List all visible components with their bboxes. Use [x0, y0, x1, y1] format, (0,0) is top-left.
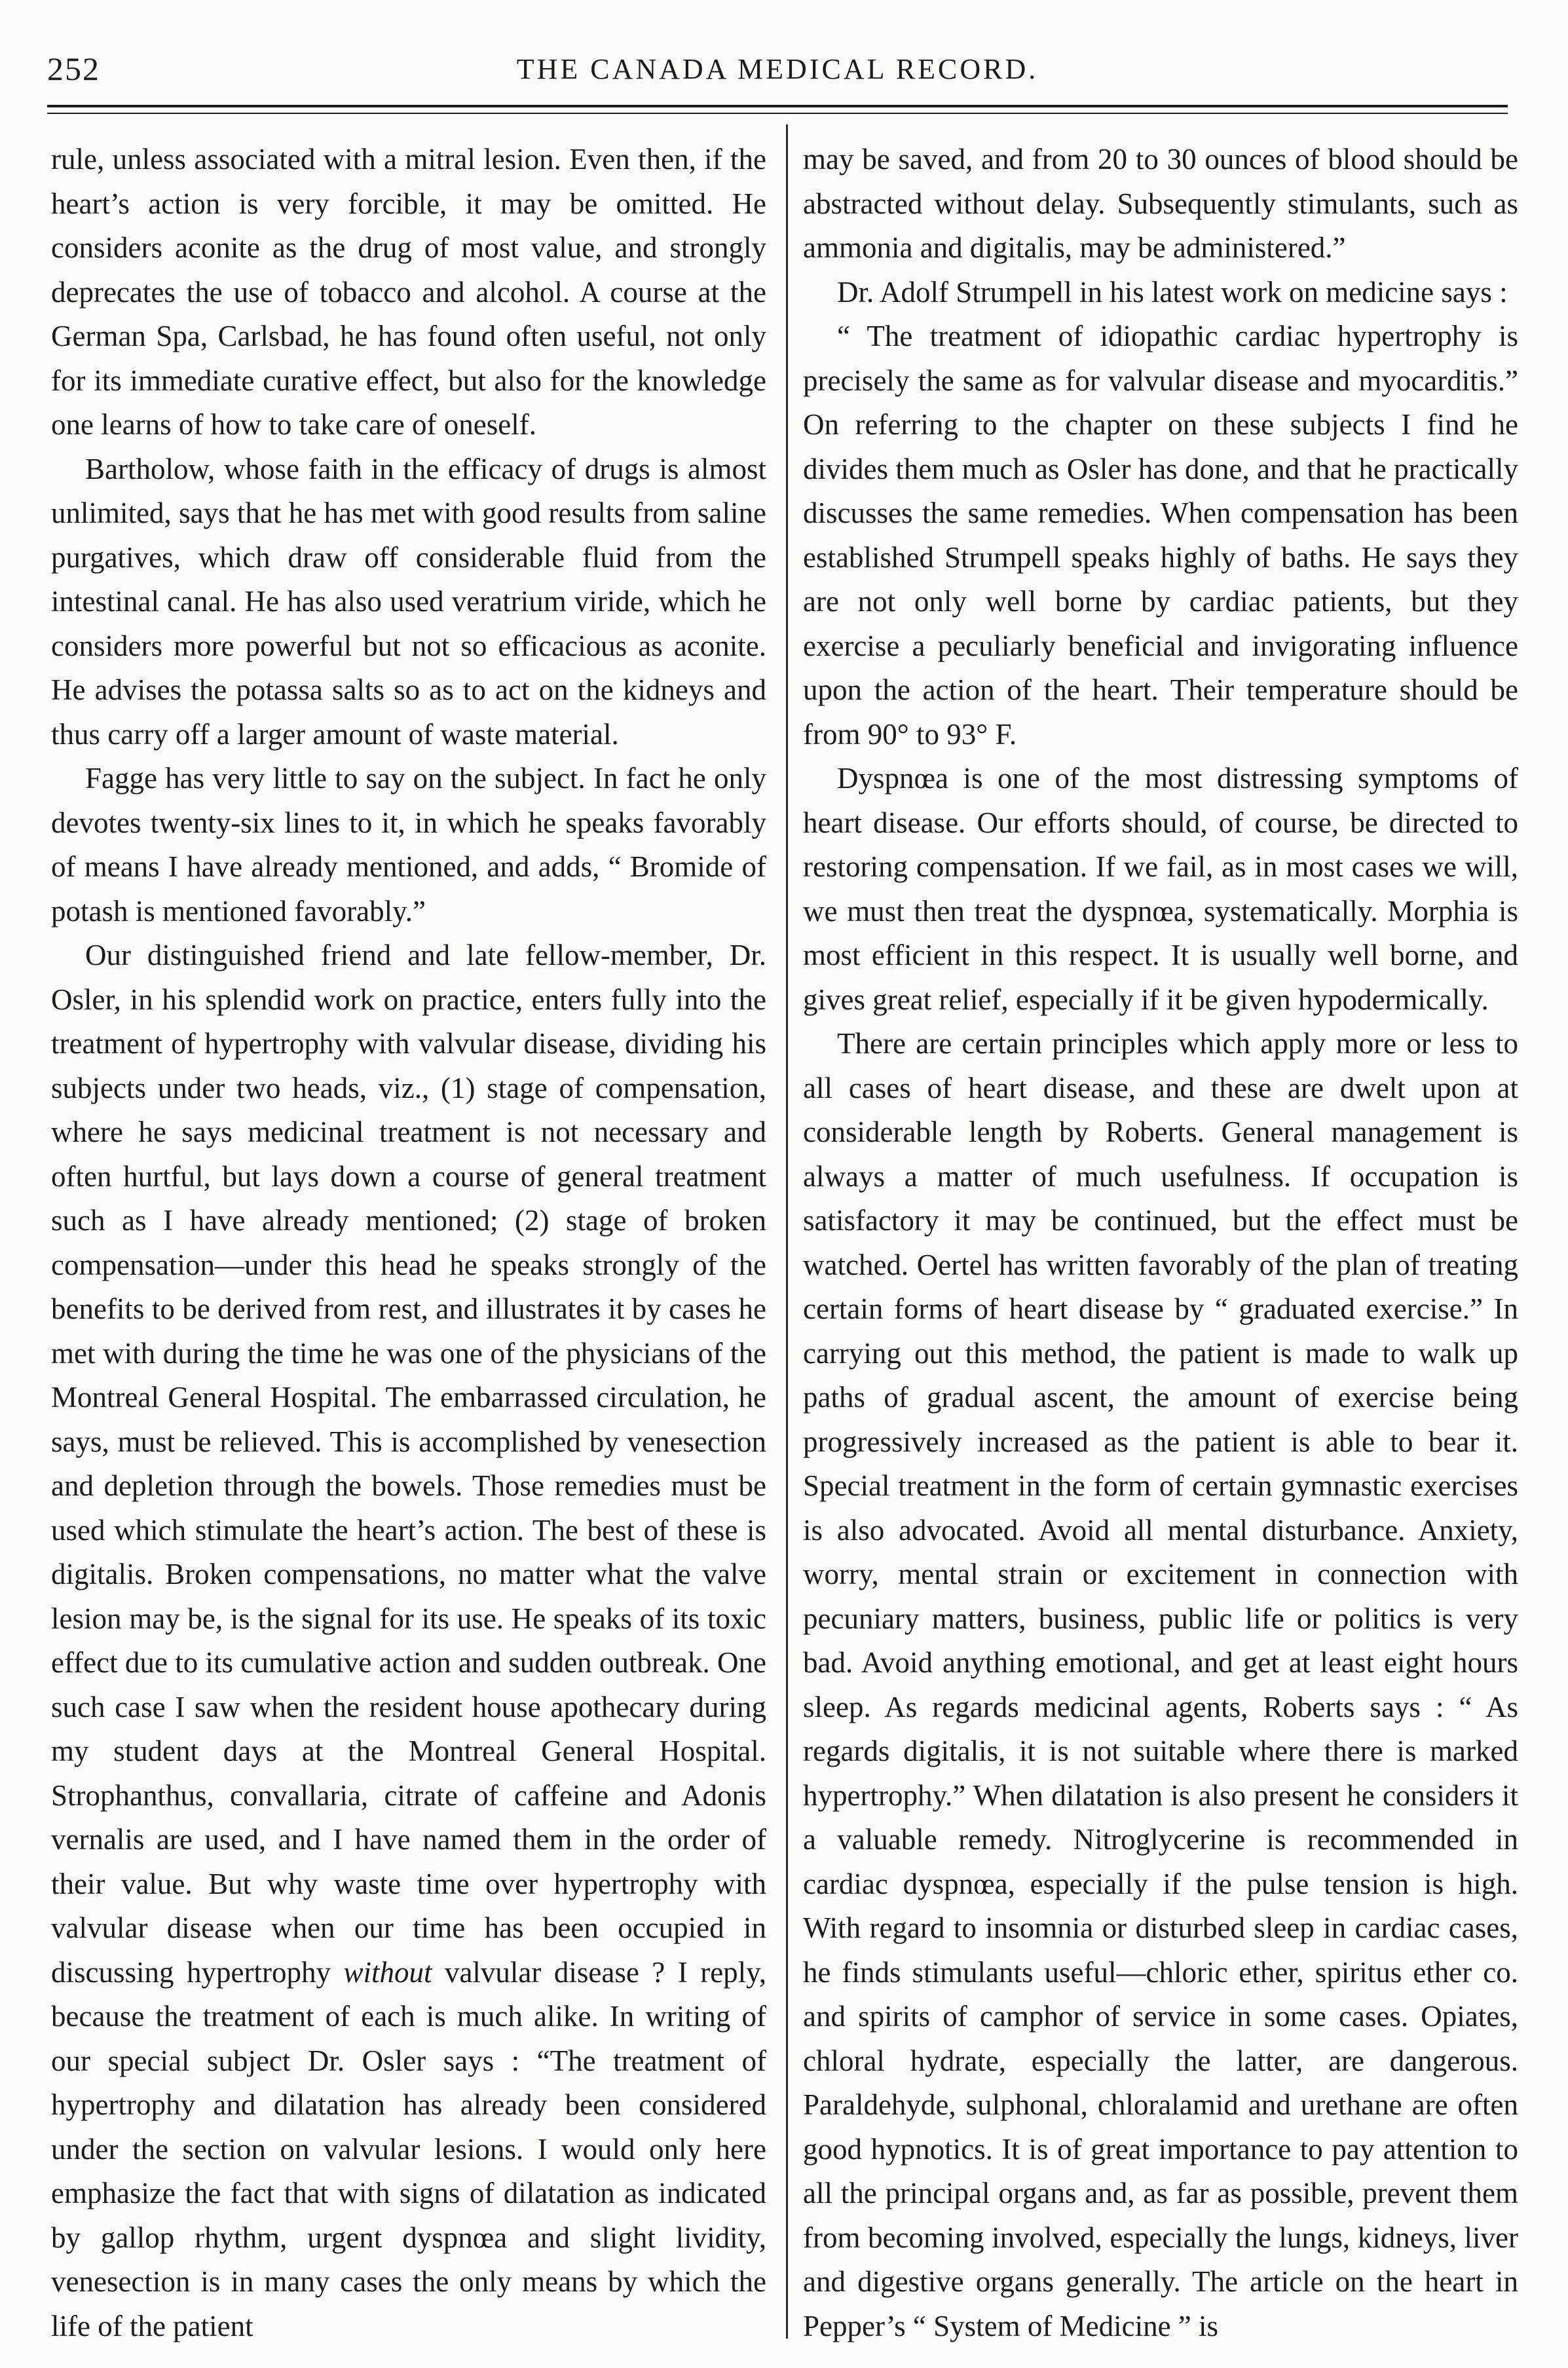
left-column — [51, 138, 766, 2352]
header-rule-thin — [47, 113, 1508, 114]
page-number: 252 — [47, 50, 100, 87]
paragraph: Fagge has very little to say on the subject. In fact he only devotes twenty-six lines to it, in which he speaks favorably of means I have already mentioned, and adds, “ Bromide of potash is mentioned favorably.” — [51, 762, 766, 928]
running-title: THE CANADA MEDICAL RECORD. — [516, 53, 1039, 85]
paragraph: There are certain principles which apply more or less to all cases of heart disease, and these are dwelt upon at considerable length by Roberts. General management is always a matter of much usefulness. If occupation is satisfactory it may be continued, but the effect must be watched. Oertel has written favorably of the plan of treating certain forms of heart disease by “ graduated exercise.” In carrying out this method, the patient is made to walk up paths of gradual ascent, the amount of exercise being progressively increased as the patient is able to bear it. Special treatment in the form of certain gymnastic exercises is also advocated. Avoid all mental disturbance. Anxiety, worry, mental strain or excitement in connection with pecuniary matters, business, public life or politics is very bad. Avoid anything emotional, and get at least eight hours sleep. As regards medicinal agents, Roberts says : “ As regards digitalis, it is not suitable where there is marked hypertrophy.” When dilatation is also present he considers it a valuable remedy. Nitroglycerine is recommended in cardiac dyspnœa, especially if the pulse tension is high. With regard to insomnia or disturbed sleep in cardiac cases, he finds stimulants useful—chloric ether, spiritus ether co. and spirits of camphor of service in some cases. Opiates, chloral hydrate, especially the latter, are dangerous. Paraldehyde, sulphonal, chloralamid and urethane are often good hypnotics. It is of great importance to pay attention to all the principal organs and, as far as possible, prevent them from becoming involved, especially the lungs, kidneys, liver and digestive organs generally. The article on the heart in Pepper’s “ System of Medicine ” is — [803, 1027, 1518, 2342]
paragraph-text: Our distinguished friend and late fellow-member, Dr. Osler, in his splendid work on practice, enters fully into the treatment of hypertrophy with valvular disease, dividing his subjects under two heads, viz., (1) stage of compensation, where he says medicinal treatment is not necessary and often hurtful, but lays down a course of general treatment such as I have already mentioned; (2) stage of broken compensation—under this head he speaks strongly of the benefits to be derived from rest, and illustrates it by cases he met with during the time he was one of the physicians of the Montreal General Hospital. The embarrassed circulation, he says, must be relieved. This is accomplished by venesection and depletion through the bowels. Those remedies must be used which stimulate the heart’s action. The best of these is digitalis. Broken compensations, no matter what the valve lesion may be, is the signal for its use. He speaks of its toxic effect due to its cumulative action and sudden outbreak. One such case I saw when the resident house apothecary during my student days at the Montreal General Hospital. Strophanthus, convallaria, citrate of caffeine and Adonis vernalis are used, and I have named them in the order of their value. But why waste time over hypertrophy with valvular disease when our time has been occupied in discussing hypertrophy — [51, 939, 766, 1989]
right-column — [803, 138, 1518, 2352]
column-divider — [786, 124, 788, 2339]
emphasis-text: without — [343, 1955, 432, 1989]
paragraph: rule, unless associated with a mitral lesion. Even then, if the heart’s action is very forcible, it may be omitted. He considers aconite as the drug of most value, and strongly deprecates the use of tobacco and alcohol. A course at the German Spa, Carlsbad, he has found often useful, not only for its immediate curative effect, but also for the knowledge one learns of how to take care of oneself. — [51, 143, 766, 441]
header-rule-thick — [47, 105, 1508, 107]
paragraph: “ The treatment of idiopathic cardiac hypertrophy is precisely the same as for valvular disease and myocarditis.” On referring to the chapter on these subjects I find he divides them much as Osler has done, and that he practically discusses the same remedies. When compensation has been established Strumpell speaks highly of baths. He says they are not only well borne by cardiac patients, but they exercise a peculiarly beneficial and invigorating influence upon the action of the heart. Their temperature should be from 90° to 93° F. — [803, 320, 1518, 751]
paragraph: Dr. Adolf Strumpell in his latest work on medicine says : — [837, 275, 1508, 309]
paragraph: Dyspnœa is one of the most distressing symptoms of heart disease. Our efforts should, of course, be directed to restoring compensation. If we fail, as in most cases we will, we must then treat the dyspnœa, systematically. Morphia is most efficient in this respect. It is usually well borne, and gives great relief, especially if it be given hypodermically. — [803, 762, 1518, 1016]
page-header — [47, 46, 1508, 92]
paragraph-text: valvular disease ? I reply, because the treatment of each is much alike. In writing of our special subject Dr. Osler says : “The treatment of hypertrophy and dilatation has already been considered under the section on valvular lesions. I would only here emphasize the fact that with signs of dilatation as indicated by gallop rhythm, urgent dyspnœa and slight lividity, venesection is in many cases the only means by which the life of the patient — [51, 1955, 766, 2342]
paragraph: Bartholow, whose faith in the efficacy of drugs is almost unlimited, says that he has met with good results from saline purgatives, which draw off considerable fluid from the intestinal canal. He has also used veratrium viride, which he considers more powerful but not so efficacious as aconite. He advises the potassa salts so as to act on the kidneys and thus carry off a larger amount of waste material. — [51, 452, 766, 751]
paragraph — [51, 933, 766, 2348]
paragraph: may be saved, and from 20 to 30 ounces of blood should be abstracted without delay. Subsequently stimulants, such as ammonia and digitalis, may be administered.” — [803, 143, 1518, 264]
